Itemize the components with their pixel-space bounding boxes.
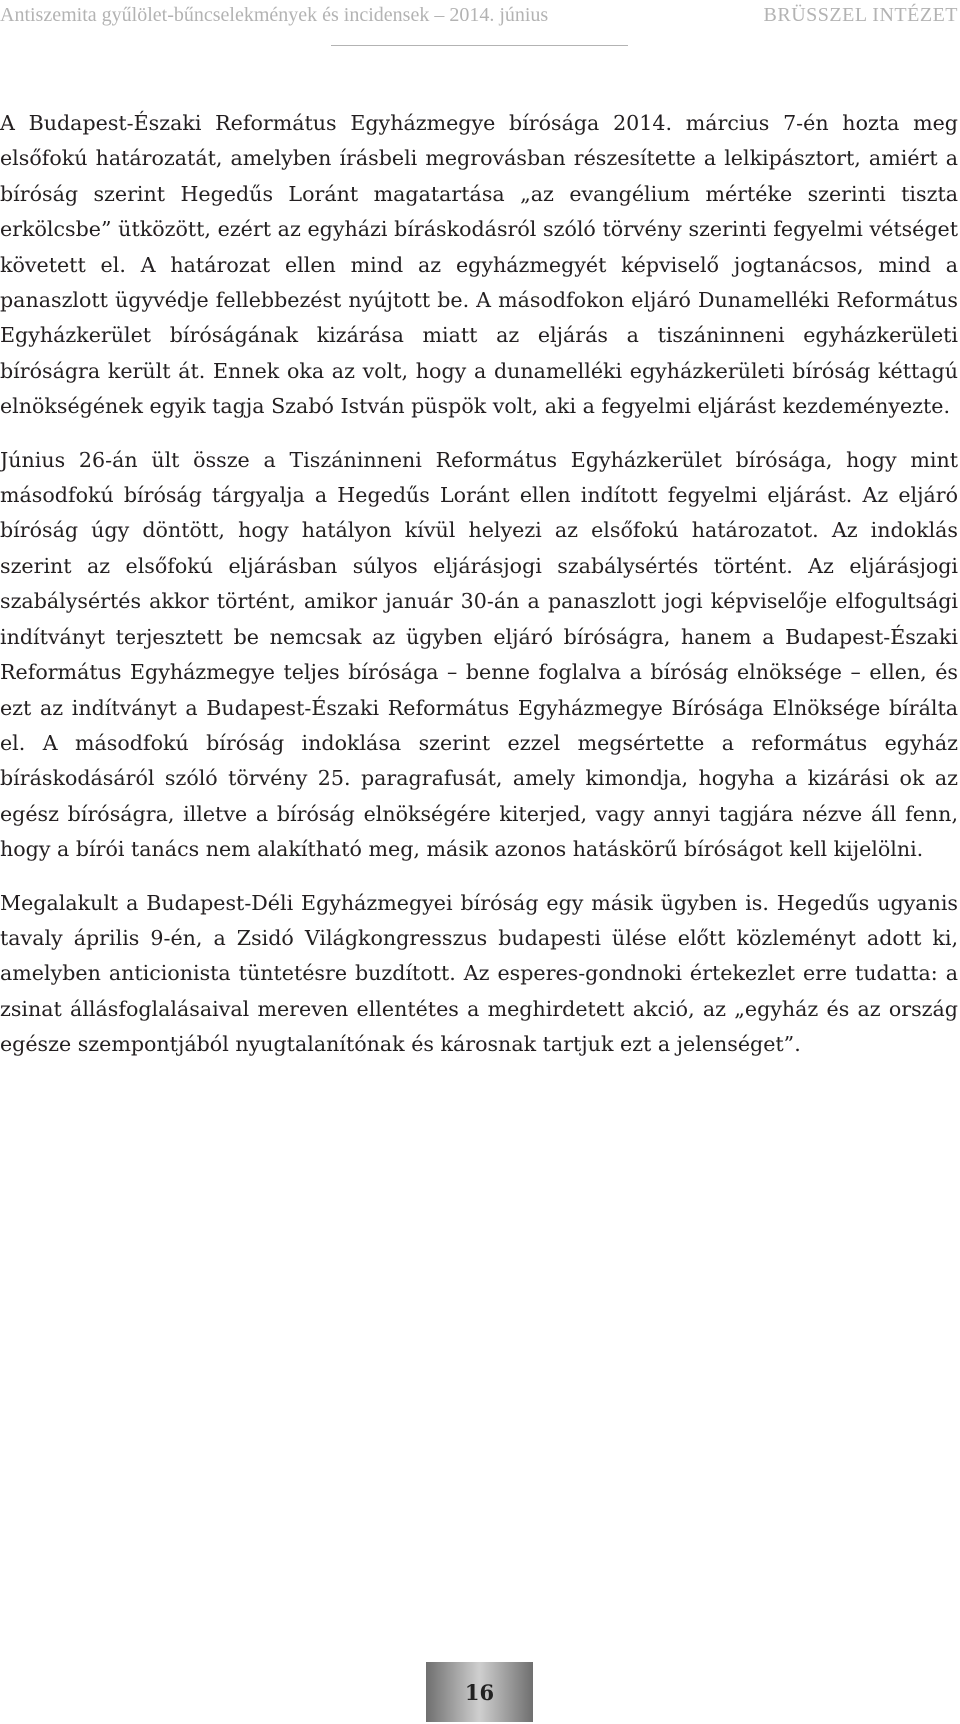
header-divider [331, 45, 628, 46]
page-number: 16 [464, 1680, 495, 1705]
body-text [0, 106, 958, 1081]
paragraph: Június 26-án ült össze a Tiszáninneni Református Egyházkerület bírósága, hogy mint másodfokú bíróság tárgyalja a Hegedűs Loránt ellen indított fegyelmi eljárást. Az eljáró bíróság úgy döntött, hogy hatályon kívül helyezi az elsőfokú határozatot. Az indoklás szerint az elsőfokú eljárásban súlyos eljárásjogi szabálysértés történt. Az eljárásjogi szabálysértés akkor történt, amikor január 30-án a panaszlott jogi képviselője elfogultsági indítványt terjesztett be nemcsak az ügyben eljáró bíróságra, hanem a Budapest-Északi Református Egyházmegye teljes bírósága – benne foglalva a bíróság elnöksége – ellen, és ezt az indítványt a Budapest-Északi Református Egyházmegye Bírósága Elnöksége bírálta el. A másodfokú bíróság indoklása szerint ezzel megsértette a református egyház bíráskodásáról szóló törvény 25. paragrafusát, amely kimondja, hogyha a kizárási ok az egész bíróságra, illetve a bíróság elnökségére kiterjed, vagy annyi tagjára nézve áll fenn, hogy a bírói tanács nem alakítható meg, másik azonos hatáskörű bíróságot kell kijelölni. [0, 447, 958, 862]
paragraph: Megalakult a Budapest-Déli Egyházmegyei bíróság egy másik ügyben is. Hegedűs ugyanis tavaly április 9-én, a Zsidó Világkongresszus budapesti ülése előtt közleményt adott ki, amelyben anticionista tüntetésre buzdított. Az esperes-gondnoki értekezlet erre tudatta: a zsinat állásfoglalásaival mereven ellentétes a meghirdetett akció, az „egyház és az ország egésze szempontjából nyugtalanítónak és károsnak tartjuk ezt a jelenséget”. [0, 890, 958, 1057]
header-title: Antiszemita gyűlölet-bűncselekmények és incidensek – 2014. június [0, 4, 549, 26]
paragraph: A Budapest-Északi Református Egyházmegye bírósága 2014. március 7-én hozta meg elsőfokú határozatát, amelyben írásbeli megrovásban részesítette a lelkipásztort, amiért a bíróság szerint Hegedűs Loránt magatartása „az evangélium mértéke szerinti tiszta erkölcsbe” ütközött, ezért az egyházi bíráskodásról szóló törvény szerinti fegyelmi vétséget követett el. A határozat ellen mind az egyházmegyét képviselő jogtanácsos, mind a panaszlott ügyvédje fellebbezést nyújtott be. A másodfokon eljáró Dunamelléki Református Egyházkerület bíróságának kizárása miatt az eljárás a tiszáninneni egyházkerületi bíróságra került át. Ennek oka az volt, hogy a dunamelléki egyházkerületi bíróság kéttagú elnökségének egyik tagja Szabó István püspök volt, aki a fegyelmi eljárást kezdeményezte. [0, 111, 958, 419]
page-number-tab [426, 1662, 533, 1722]
running-header [0, 2, 960, 32]
header-publisher: BRÜSSZEL INTÉZET [763, 4, 958, 26]
